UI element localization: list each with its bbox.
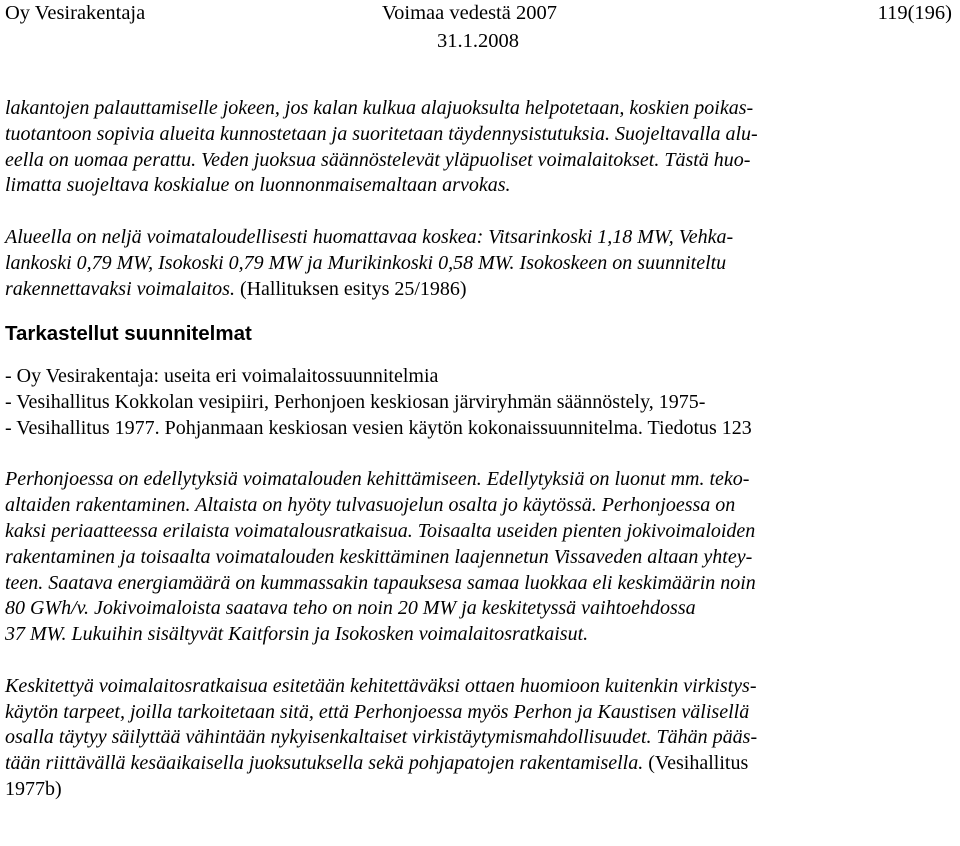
- list-item: - Oy Vesirakentaja: useita eri voimalaitossuunnitelmia: [5, 365, 439, 388]
- page-header: [0, 2, 960, 56]
- text-line: rakennettavaksi voimalaitos.: [5, 277, 235, 300]
- text-line: Keskitettyä voimalaitosratkaisua esitetään kehitettäväksi ottaen huomioon kuitenkin virkistys-: [5, 674, 757, 697]
- paragraph-river-restoration: [5, 96, 950, 199]
- text-line: osalla täytyy säilyttää vähintään nykyisenkaltaiset virkistäytymismahdollisuudet. Tähän pääs-: [5, 726, 758, 749]
- paragraph-recreation: [5, 674, 950, 803]
- text-line: 37 MW. Lukuihin sisältyvät Kaitforsin ja Isokosken voimalaitosratkaisut.: [5, 623, 589, 646]
- header-page-number: 119(196): [877, 2, 952, 24]
- text-line: altaiden rakentaminen. Altaista on hyöty tulvasuojelun osalta jo käytössä. Perhonjoessa on: [5, 494, 736, 517]
- text-line: 80 GWh/v. Jokivoimaloista saatava teho on noin 20 MW ja keskitetyssä vaihtoehdossa: [5, 597, 696, 620]
- text-line: limatta suojeltava koskialue on luonnonmaisemaltaan arvokas.: [5, 174, 511, 197]
- text-line: tään riittävällä kesäaikaisella juoksutuksella sekä pohjapatojen rakentamisella.: [5, 752, 644, 775]
- text-line: lakantojen palauttamiselle jokeen, jos kalan kulkua alajuoksulta helpotetaan, koskien poikas-: [5, 97, 754, 119]
- text-line: käytön tarpeet, joilla tarkoitetaan sitä, että Perhonjoessa myös Perhon ja Kaustisen välisellä: [5, 700, 750, 723]
- section-heading: Tarkastellut suunnitelmat: [5, 322, 252, 346]
- text-line: teen. Saatava energiamäärä on kummassakin tapauksesa samaa luokkaa eli keskimäärin noin: [5, 571, 756, 594]
- citation: (Hallituksen esitys 25/1986): [239, 277, 467, 300]
- text-line: kaksi periaatteessa erilaista voimatalousratkaisua. Toisaalta useiden pienten jokivoimaloiden: [5, 519, 756, 542]
- paragraph-power-economy: [5, 467, 950, 648]
- paragraph-rapids-power: [5, 225, 950, 302]
- list-item: - Vesihallitus Kokkolan vesipiiri, Perhonjoen keskiosan järviryhmän säännöstely, 1975-: [5, 390, 706, 413]
- text-line: rakentaminen ja toisaalta voimatalouden keskittäminen laajennetun Vissaveden altaan yhtey-: [5, 545, 753, 568]
- list-item: - Vesihallitus 1977. Pohjanmaan keskiosan vesien käytön kokonaissuunnitelma. Tiedotus 123: [5, 416, 752, 439]
- text-line: eella on uomaa perattu. Veden juoksua säännöstelevät yläpuoliset voimalaitokset. Tästä huo-: [5, 148, 751, 171]
- citation: 1977b): [5, 777, 62, 800]
- document-body: [5, 96, 950, 803]
- header-date: 31.1.2008: [437, 30, 519, 52]
- header-title: Voimaa vedestä 2007: [382, 2, 557, 24]
- plans-list: [5, 364, 950, 441]
- text-line: Alueella on neljä voimataloudellisesti huomattavaa koskea: Vitsarinkoski 1,18 MW, Vehka-: [5, 225, 734, 248]
- text-line: Perhonjoessa on edellytyksiä voimatalouden kehittämiseen. Edellytyksiä on luonut mm. teko-: [5, 468, 750, 491]
- header-company: Oy Vesirakentaja: [5, 2, 146, 24]
- text-line: lankoski 0,79 MW, Isokoski 0,79 MW ja Murikinkoski 0,58 MW. Isokoskeen on suunniteltu: [5, 251, 727, 274]
- text-line: tuotantoon sopivia alueita kunnostetaan ja suoritetaan täydennysistutuksia. Suojeltavalla alu-: [5, 122, 758, 145]
- citation: (Vesihallitus: [648, 752, 749, 775]
